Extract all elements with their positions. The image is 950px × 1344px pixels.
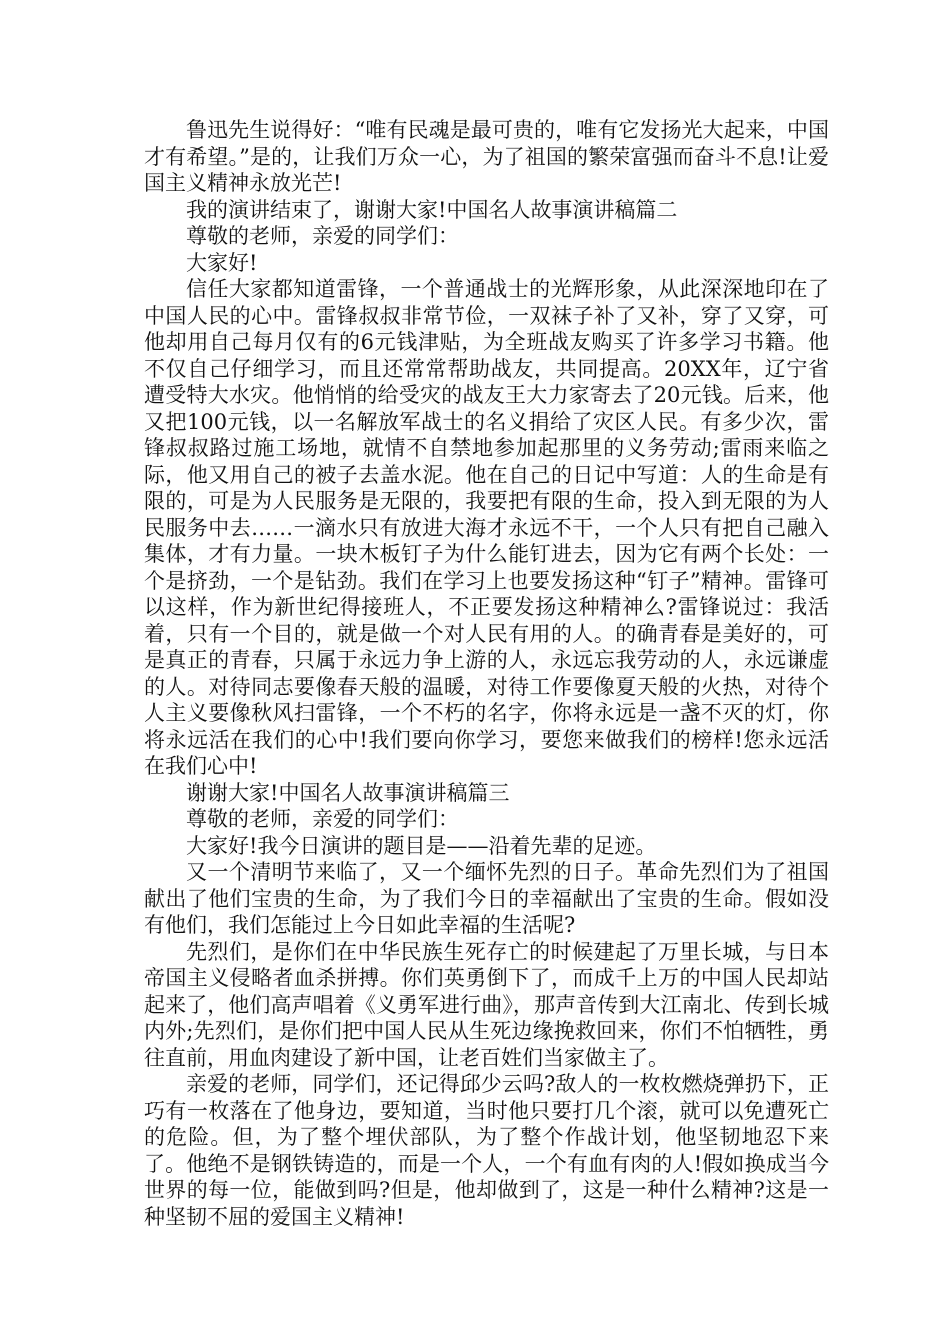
paragraph: 尊敬的老师，亲爱的同学们： [186, 807, 459, 831]
paragraph: 又一个清明节来临了，又一个缅怀先烈的日子。革命先烈们为了祖国献出了他们宝贵的生命，为了我们今日的幸福献出了宝贵的生命。假如没有他们，我们怎能过上今日如此幸福的生活呢? [144, 860, 829, 937]
paragraph: 大家好! [186, 250, 258, 275]
document-body [144, 117, 829, 1230]
paragraph: 先烈们，是你们在中华民族生死存亡的时候建起了万里长城，与日本帝国主义侵略者血杀拼搏。你们英勇倒下了，而成千上万的中国人民却站起来了，他们高声唱着《义勇军进行曲》，那声音传到大江南北、传到长城内外;先烈们，是你们把中国人民从生死边缘挽救回来，你们不怕牺牲，勇往直前，用血肉建设了新中国，让老百姓们当家做主了。 [144, 939, 829, 1070]
paragraph: 鲁迅先生说得好：“唯有民魂是最可贵的，唯有它发扬光大起来，中国才有希望。”是的，让我们万众一心，为了祖国的繁荣富强而奋斗不息!让爱国主义精神永放光芒! [144, 118, 829, 195]
paragraph: 谢谢大家!中国名人故事演讲稿篇三 [186, 780, 510, 805]
paragraph: 亲爱的老师，同学们，还记得邱少云吗?敌人的一枚枚燃烧弹扔下，正巧有一枚落在了他身边，要知道，当时他只要打几个滚，就可以免遭死亡的危险。但，为了整个埋伏部队，为了整个作战计划，他坚韧地忍下来了。他绝不是钢铁铸造的，而是一个人，一个有血有肉的人!假如换成当今世界的每一位，能做到吗?但是，他却做到了，这是一种什么精神?这是一种坚韧不屈的爱国主义精神! [144, 1072, 829, 1229]
paragraph: 信任大家都知道雷锋，一个普通战士的光辉形象，从此深深地印在了中国人民的心中。雷锋叔叔非常节俭，一双袜子补了又补，穿了又穿，可他却用自己每月仅有的6元钱津贴，为全班战友购买了许多学习书籍。他不仅自己仔细学习，而且还常常帮助战友，共同提高。20XX年，辽宁省遭受特大水灾。他悄悄的给受灾的战友王大力家寄去了20元钱。后来，他又把100元钱，以一名解放军战士的名义捐给了灾区人民。有多少次，雷锋叔叔路过施工场地，就情不自禁地参加起那里的义务劳动;雷雨来临之际，他又用自己的被子去盖水泥。他在自己的日记中写道：人的生命是有限的，可是为人民服务是无限的，我要把有限的生命，投入到无限的为人民服务中去……一滴水只有放进大海才永远不干，一个人只有把自己融入集体，才有力量。一块木板钉子为什么能钉进去，因为它有两个长处：一个是挤劲，一个是钻劲。我们在学习上也要发扬这种“钉子”精神。雷锋可以这样，作为新世纪得接班人，不正要发扬这种精神么?雷锋说过：我活着，只有一个目的，就是做一个对人民有用的人。的确青春是美好的，可是真正的青春，只属于永远力争上游的人，永远忘我劳动的人，永远谦虚的人。对待同志要像春天般的温暖，对待工作要像夏天般的火热，对待个人主义要像秋风扫雷锋，一个不朽的名字，你将永远是一盏不灭的灯，你将永远活在我们的心中!我们要向你学习，要您来做我们的榜样!您永远活在我们心中! [144, 277, 829, 778]
paragraph: 尊敬的老师，亲爱的同学们： [186, 224, 459, 248]
paragraph: 大家好!我今日演讲的题目是——沿着先辈的足迹。 [186, 833, 657, 858]
paragraph: 我的演讲结束了，谢谢大家!中国名人故事演讲稿篇二 [186, 197, 678, 222]
